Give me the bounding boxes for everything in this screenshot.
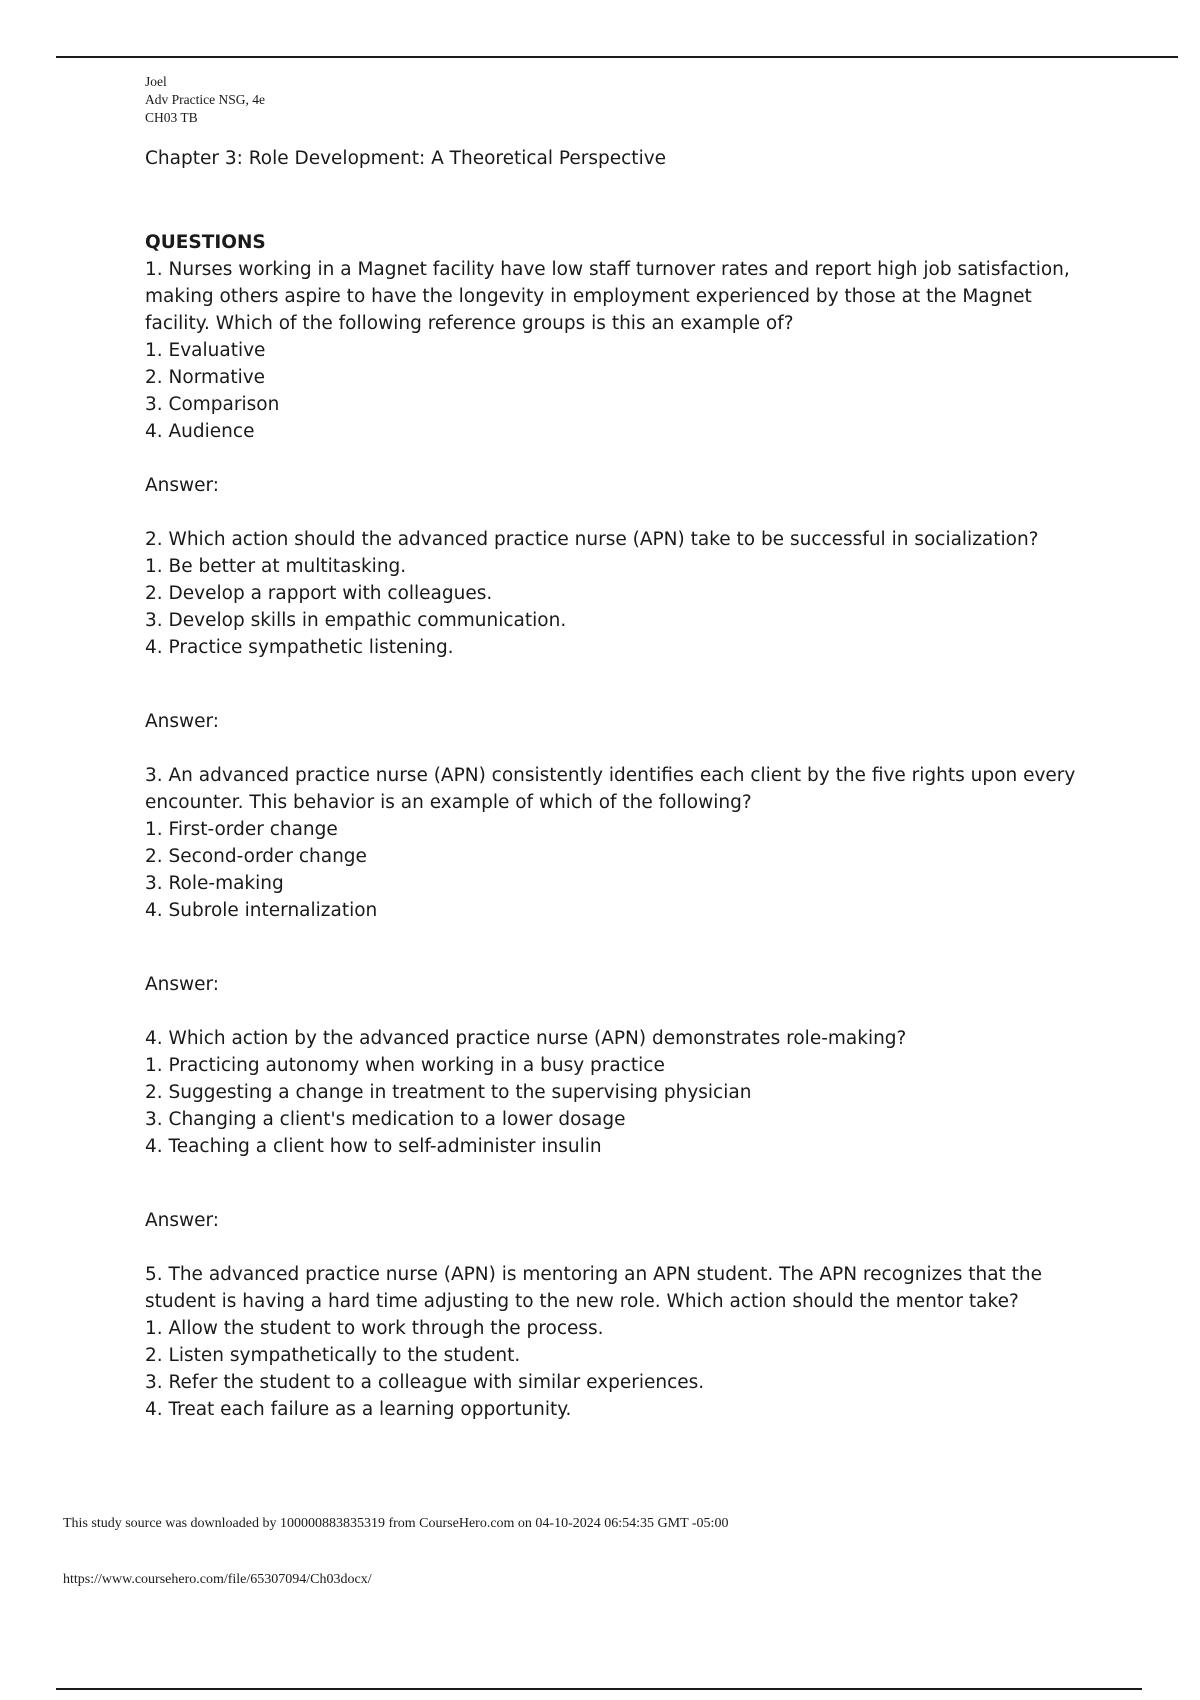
question-stem: 5. The advanced practice nurse (APN) is mentoring an APN student. The APN recognizes that the student is having a hard time adjusting to the new role. Which action should the mentor take? xyxy=(145,1264,1043,1312)
answer-option: 1. Be better at multitasking. xyxy=(145,556,407,577)
answer-label: Answer: xyxy=(145,711,220,732)
header-code: CH03 TB xyxy=(145,110,198,125)
answer-option: 2. Normative xyxy=(145,367,266,388)
question-block xyxy=(145,256,1095,499)
top-rule xyxy=(56,56,1178,58)
answer-option: 3. Role-making xyxy=(145,873,284,894)
answer-option: 3. Refer the student to a colleague with similar experiences. xyxy=(145,1372,705,1393)
answer-option: 4. Practice sympathetic listening. xyxy=(145,637,454,658)
question-stem: 4. Which action by the advanced practice nurse (APN) demonstrates role-making? xyxy=(145,1028,907,1049)
download-notice: This study source was downloaded by 100000883835319 from CourseHero.com on 04-10-2024 06:54:35 GMT -05:00 xyxy=(63,1516,729,1531)
source-url[interactable]: https://www.coursehero.com/file/65307094/Ch03docx/ xyxy=(63,1572,372,1587)
answer-option: 3. Develop skills in empathic communication. xyxy=(145,610,567,631)
question-stem: 2. Which action should the advanced practice nurse (APN) take to be successful in socialization? xyxy=(145,529,1039,550)
answer-label: Answer: xyxy=(145,475,220,496)
header-author: Joel xyxy=(145,74,167,89)
questions-section xyxy=(145,229,1095,1423)
document-header xyxy=(145,73,265,127)
question-stem: 1. Nurses working in a Magnet facility have low staff turnover rates and report high job satisfaction, making others aspire to have the longevity in employment experienced by those at the Magnet facility. Which of the following reference groups is this an example of? xyxy=(145,259,1070,334)
question-block xyxy=(145,1261,1095,1423)
question-block xyxy=(145,762,1095,998)
answer-option: 3. Comparison xyxy=(145,394,280,415)
question-stem: 3. An advanced practice nurse (APN) consistently identifies each client by the five rights upon every encounter. This behavior is an example of which of the following? xyxy=(145,765,1076,813)
answer-option: 2. Second-order change xyxy=(145,846,367,867)
answer-option: 4. Audience xyxy=(145,421,255,442)
question-block xyxy=(145,1025,1095,1234)
answer-option: 4. Subrole internalization xyxy=(145,900,378,921)
answer-option: 4. Teaching a client how to self-administer insulin xyxy=(145,1136,602,1157)
answer-label: Answer: xyxy=(145,1210,220,1231)
header-book: Adv Practice NSG, 4e xyxy=(145,92,265,107)
answer-option: 1. Evaluative xyxy=(145,340,266,361)
answer-option: 1. First-order change xyxy=(145,819,338,840)
answer-option: 2. Suggesting a change in treatment to the supervising physician xyxy=(145,1082,752,1103)
question-block xyxy=(145,526,1095,735)
answer-option: 2. Listen sympathetically to the student. xyxy=(145,1345,521,1366)
answer-option: 4. Treat each failure as a learning opportunity. xyxy=(145,1399,572,1420)
answer-option: 3. Changing a client's medication to a lower dosage xyxy=(145,1109,626,1130)
answer-option: 1. Practicing autonomy when working in a busy practice xyxy=(145,1055,665,1076)
answer-option: 1. Allow the student to work through the process. xyxy=(145,1318,604,1339)
chapter-title: Chapter 3: Role Development: A Theoretical Perspective xyxy=(145,148,667,169)
section-heading: QUESTIONS xyxy=(145,232,266,253)
answer-label: Answer: xyxy=(145,974,220,995)
bottom-rule xyxy=(56,1688,1142,1690)
answer-option: 2. Develop a rapport with colleagues. xyxy=(145,583,493,604)
